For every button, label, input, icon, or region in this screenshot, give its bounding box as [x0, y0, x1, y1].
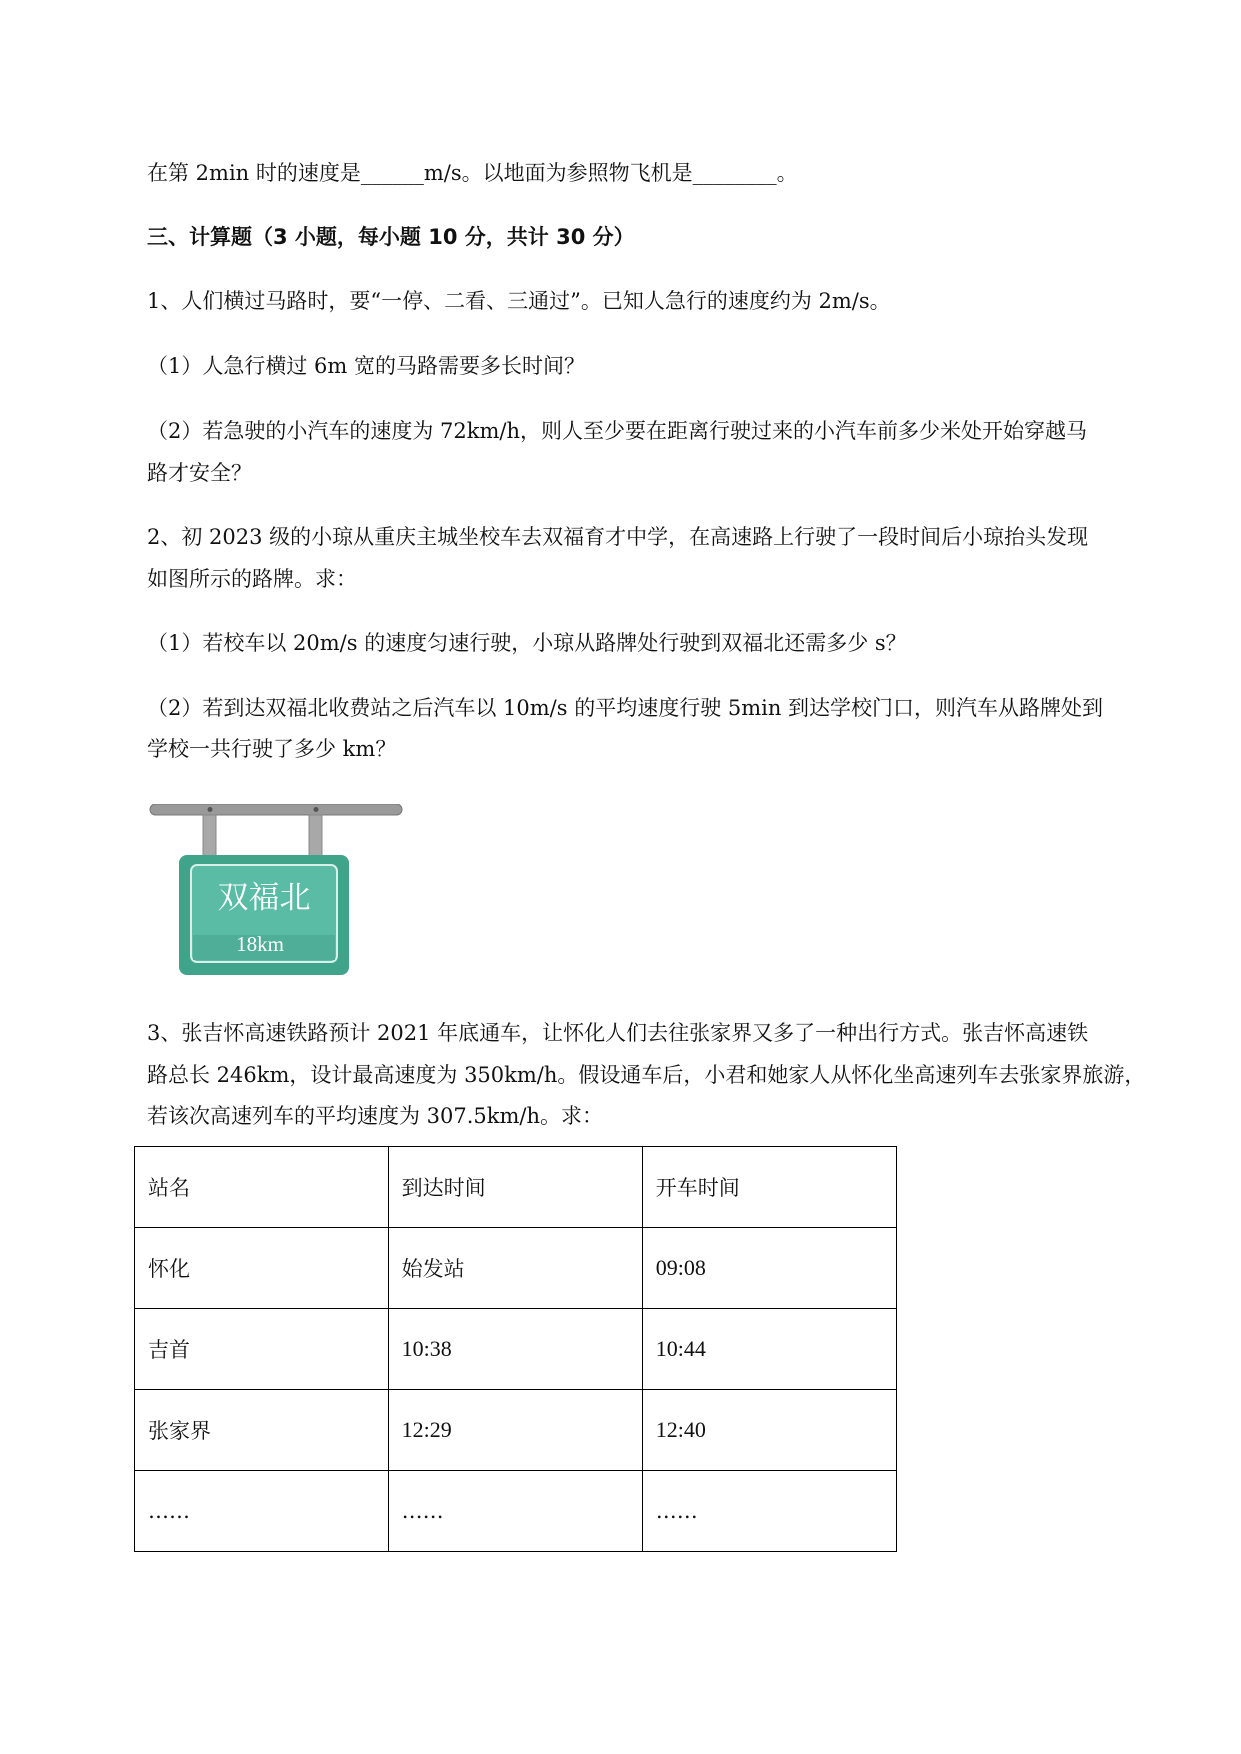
- sign-distance: 18km: [236, 932, 284, 956]
- table-cell: 12:40: [642, 1390, 896, 1471]
- table-cell: 张家界: [135, 1390, 389, 1471]
- question-3-cont: 路总长 246km，设计最高速度为 350km/h。假设通车后，小君和她家人从怀化坐高速列车去张家界旅游，: [147, 1063, 1146, 1087]
- table-cell: 始发站: [388, 1228, 642, 1309]
- table-cell: 09:08: [642, 1228, 896, 1309]
- table-cell: ……: [135, 1471, 389, 1552]
- table-row: [135, 1309, 897, 1390]
- question-2-cont: 如图所示的路牌。求：: [147, 567, 357, 591]
- question-1: 1、人们横过马路时，要“一停、二看、三通过”。已知人急行的速度约为 2m/s。: [147, 289, 891, 313]
- question-1-part-2: （2）若急驶的小汽车的速度为 72km/h，则人至少要在距离行驶过来的小汽车前多少米处开始穿越马: [147, 419, 1087, 443]
- timetable: [134, 1146, 897, 1552]
- text-line: 在第 2min 时的速度是______m/s。以地面为参照物飞机是________。: [147, 161, 798, 185]
- header-cell: 站名: [135, 1147, 389, 1228]
- table-cell: 12:29: [388, 1390, 642, 1471]
- header-cell: 开车时间: [642, 1147, 896, 1228]
- question-3: 3、张吉怀高速铁路预计 2021 年底通车，让怀化人们去往张家界又多了一种出行方式。张吉怀高速铁: [147, 1021, 1089, 1045]
- table-cell: 10:44: [642, 1309, 896, 1390]
- table-cell: 怀化: [135, 1228, 389, 1309]
- question-2-part-2-cont: 学校一共行驶了多少 km？: [147, 737, 397, 761]
- question-1-part-1: （1）人急行横过 6m 宽的马路需要多长时间？: [147, 354, 585, 378]
- question-2-part-2: （2）若到达双福北收费站之后汽车以 10m/s 的平均速度行驶 5min 到达学校门口，则汽车从路牌处到: [147, 696, 1104, 720]
- sign-station-name: 双福北: [217, 880, 311, 916]
- table-cell: ……: [642, 1471, 896, 1552]
- table-row: [135, 1390, 897, 1471]
- table-header-row: [135, 1147, 897, 1228]
- sign-pole: [150, 804, 402, 815]
- question-2-part-1: （1）若校车以 20m/s 的速度匀速行驶，小琼从路牌处行驶到双福北还需多少 s？: [147, 631, 907, 655]
- table-cell: 吉首: [135, 1309, 389, 1390]
- table-row: [135, 1228, 897, 1309]
- question-3-cont-2: 若该次高速列车的平均速度为 307.5km/h。求：: [147, 1104, 604, 1128]
- question-2: 2、初 2023 级的小琼从重庆主城坐校车去双福育才中学，在高速路上行驶了一段时间后小琼抬头发现: [147, 525, 1089, 549]
- road-sign-figure: [148, 804, 408, 984]
- section-heading: 三、计算题（3 小题，每小题 10 分，共计 30 分）: [147, 225, 635, 249]
- table-cell: ……: [388, 1471, 642, 1552]
- table-row: [135, 1471, 897, 1552]
- header-cell: 到达时间: [388, 1147, 642, 1228]
- table-cell: 10:38: [388, 1309, 642, 1390]
- question-1-part-2-cont: 路才安全？: [147, 461, 252, 485]
